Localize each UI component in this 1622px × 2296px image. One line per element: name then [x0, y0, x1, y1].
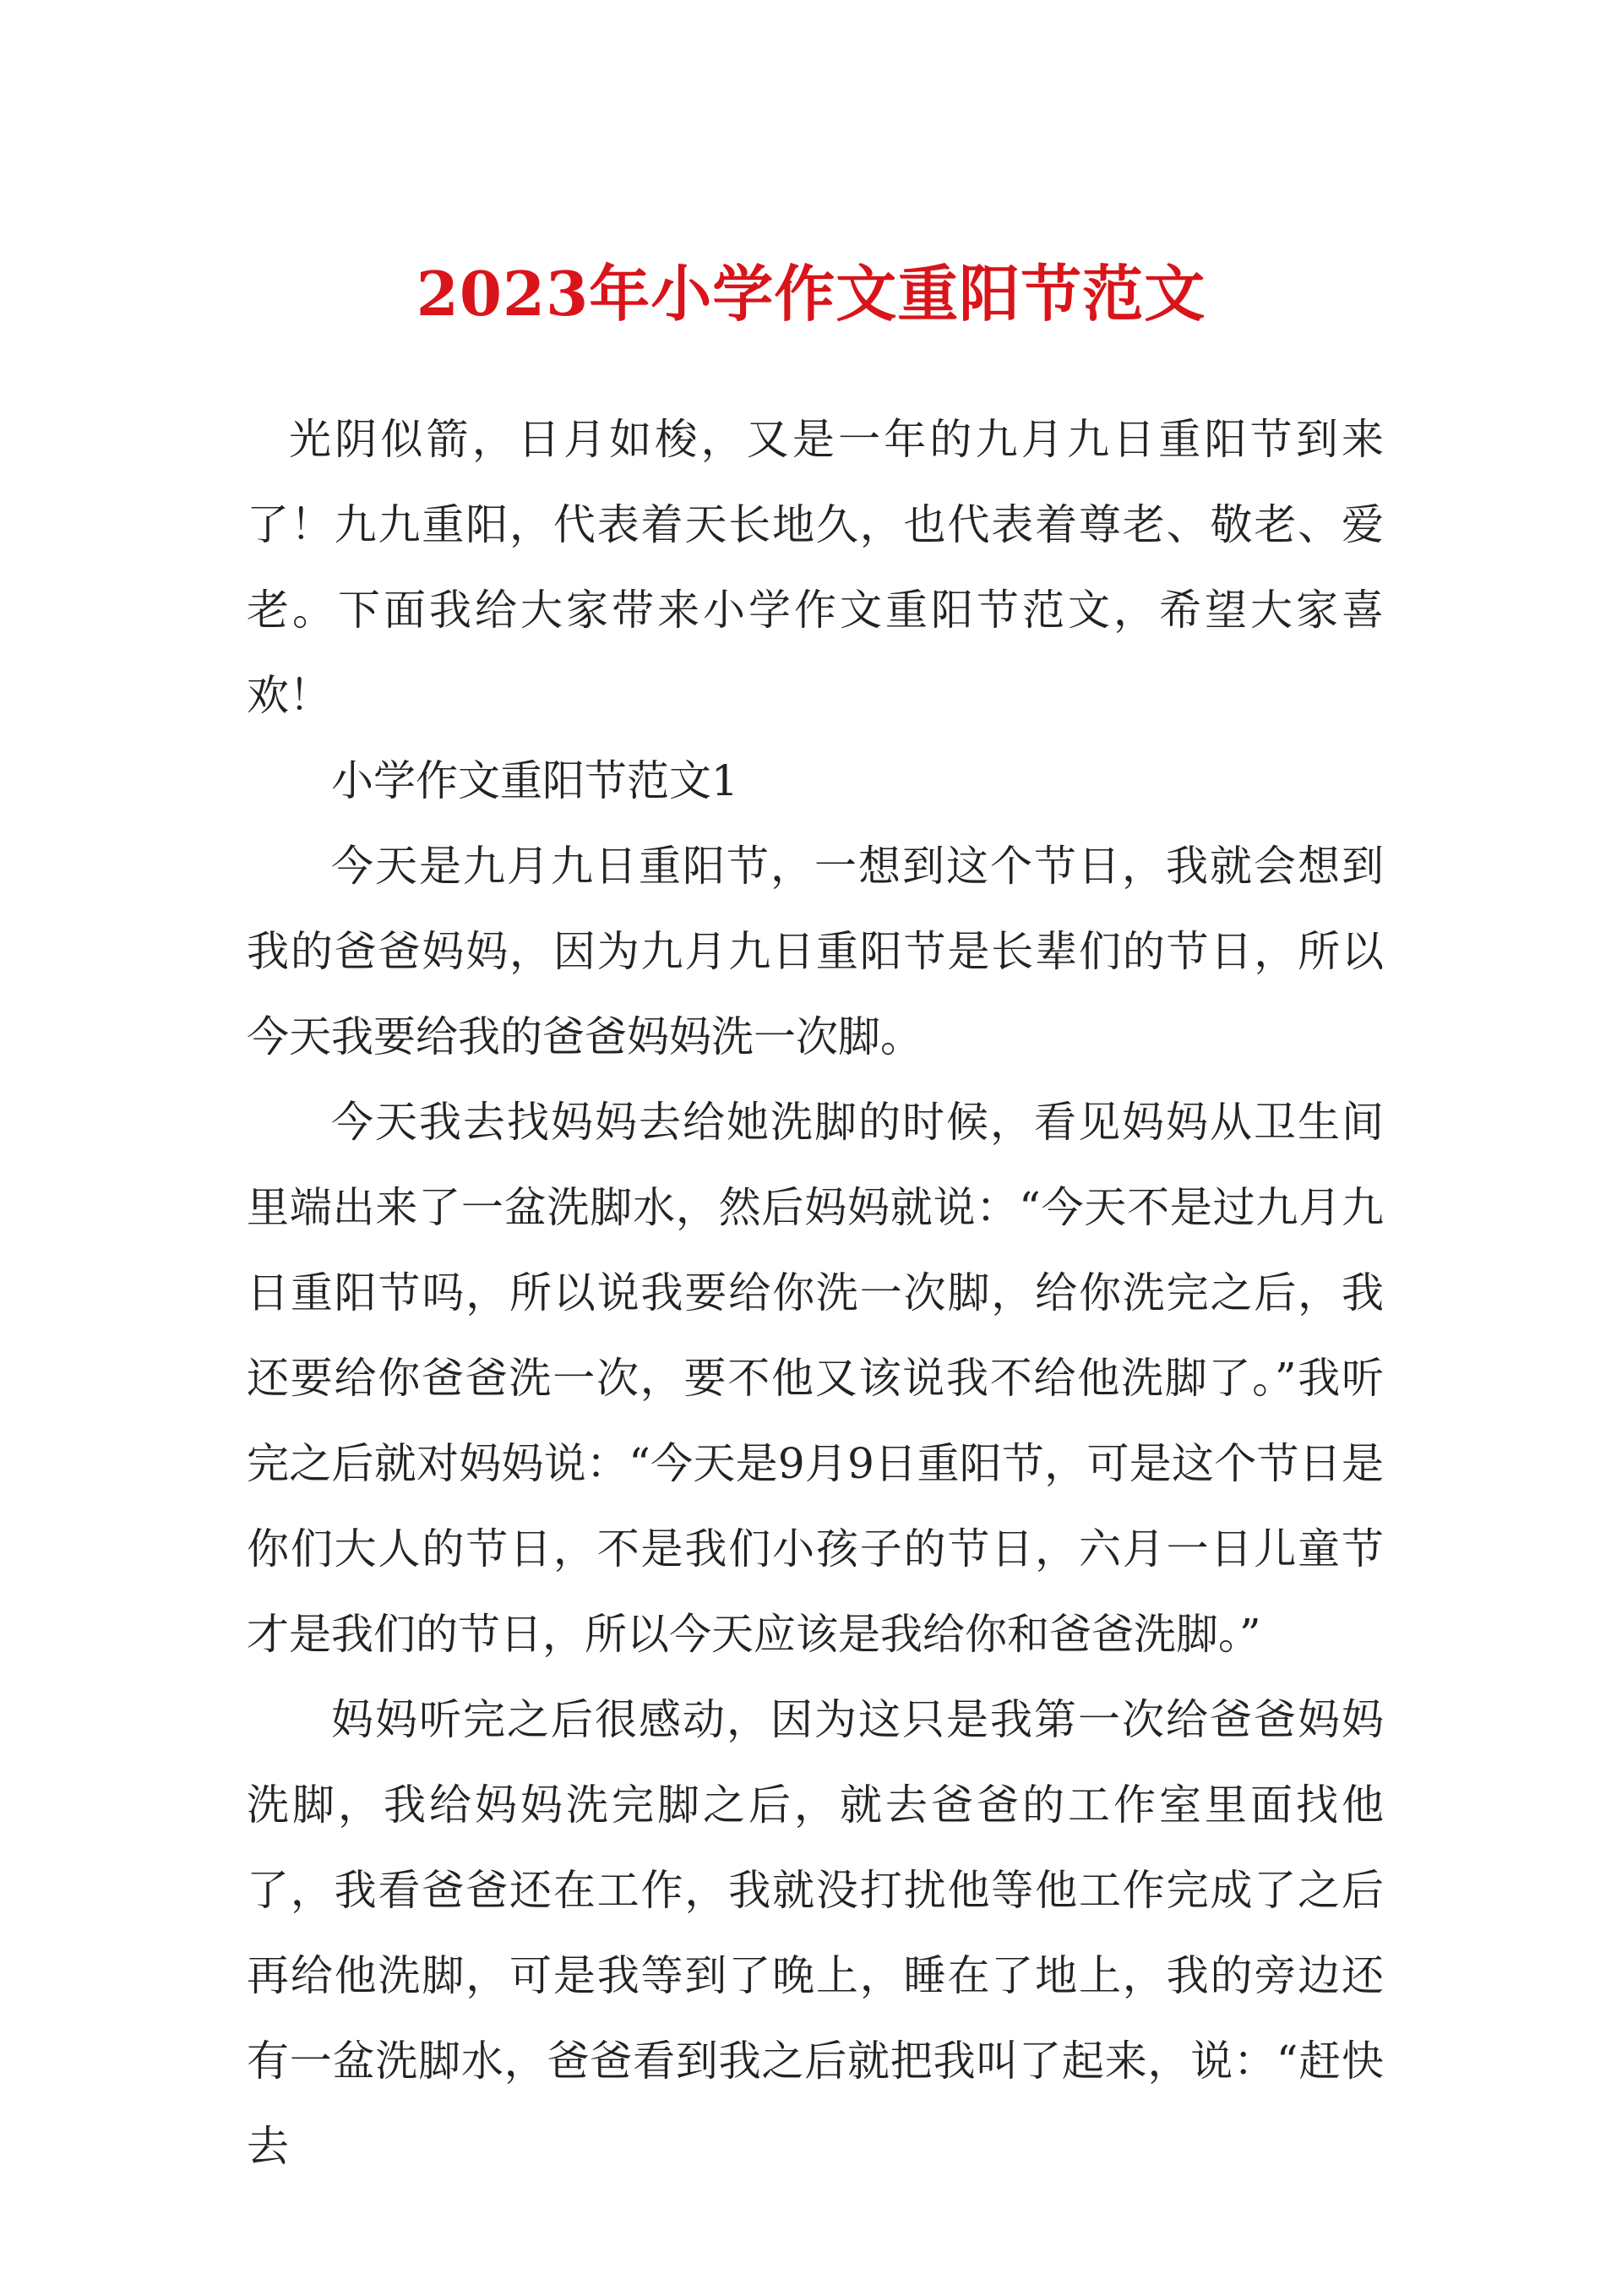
document-title: 2023年小学作文重阳节范文: [416, 258, 1206, 330]
intro-paragraph: 光阴似箭，日月如梭，又是一年的九月九日重阳节到来了！九九重阳，代表着天长地久，也代表着尊老、敬老、爱老。下面我给大家带来小学作文重阳节范文，希望大家喜欢！: [247, 415, 1384, 720]
document-body: [247, 397, 1384, 2190]
body-paragraph: 今天是九月九日重阳节，一想到这个节日，我就会想到我的爸爸妈妈，因为九月九日重阳节是长辈们的节日，所以今天我要给我的爸爸妈妈洗一次脚。: [247, 842, 1384, 1061]
body-paragraph: 今天我去找妈妈去给她洗脚的时候，看见妈妈从卫生间里端出来了一盆洗脚水，然后妈妈就说：“今天不是过九月九日重阳节吗，所以说我要给你洗一次脚，给你洗完之后，我还要给你爸爸洗一次，要不他又该说我不给他洗脚了。”我听完之后就对妈妈说：“今天是9月9日重阳节，可是这个节日是你们大人的节日，不是我们小孩子的节日，六月一日儿童节才是我们的节日，所以今天应该是我给你和爸爸洗脚。”: [247, 1098, 1384, 1659]
section-heading: 小学作文重阳节范文1: [331, 756, 738, 805]
body-paragraph: 妈妈听完之后很感动，因为这只是我第一次给爸爸妈妈洗脚，我给妈妈洗完脚之后，就去爸爸的工作室里面找他了，我看爸爸还在工作，我就没打扰他等他工作完成了之后再给他洗脚，可是我等到了晚上，睡在了地上，我的旁边还有一盆洗脚水，爸爸看到我之后就把我叫了起来，说：“赶快去: [247, 1695, 1384, 2171]
